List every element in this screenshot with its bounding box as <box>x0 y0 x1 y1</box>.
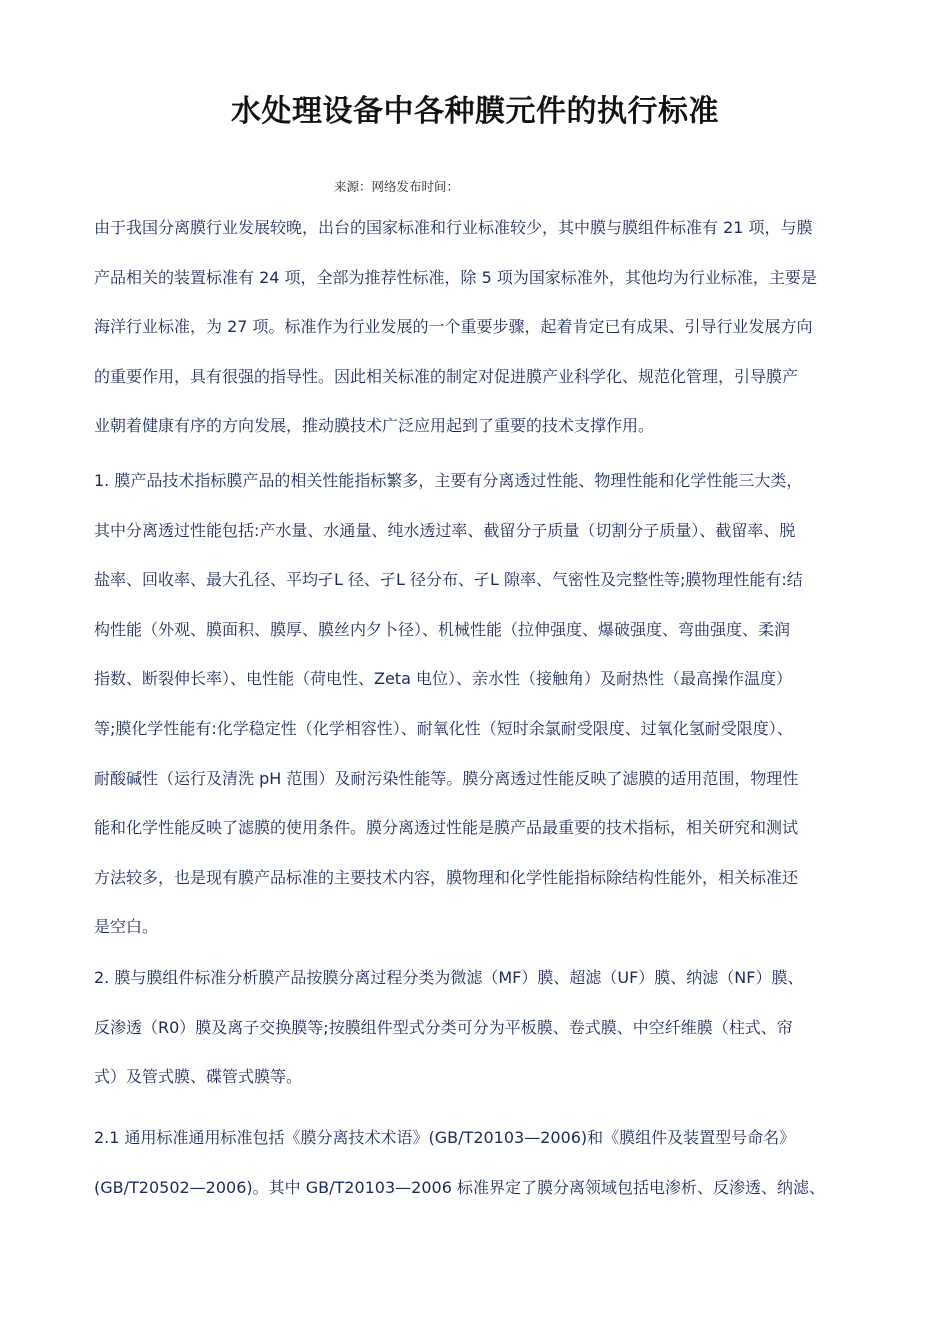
text-line: 其中分离透过性能包括:产水量、水通量、纯水透过率、截留分子质量（切割分子质量）、截留率、脱 <box>94 520 796 540</box>
paragraph-section-1 <box>94 456 864 952</box>
text-line: 的重要作用，具有很强的指导性。因此相关标准的制定对促进膜产业科学化、规范化管理，引导膜产 <box>94 366 799 386</box>
text-line: 海洋行业标准，为 27 项。标准作为行业发展的一个重要步骤，起着肯定已有成果、引导行业发展方向 <box>94 317 813 337</box>
text-line: 1. 膜产品技术指标膜产品的相关性能指标繁多，主要有分离透过性能、物理性能和化学性能三大类， <box>94 471 803 490</box>
text-line: 反渗透（R0）膜及离子交换膜等;按膜组件型式分类可分为平板膜、卷式膜、中空纤维膜（柱式、帘 <box>94 1017 793 1037</box>
source-line: 来源：网络发布时间： <box>334 179 460 194</box>
text-line: 指数、断裂伸长率）、电性能（荷电性、Zeta 电位）、亲水性（接触角）及耐热性（最高操作温度） <box>94 669 792 689</box>
text-line: 由于我国分离膜行业发展较晚，出台的国家标准和行业标准较少，其中膜与膜组件标准有 21 项，与膜 <box>94 218 813 237</box>
text-line: 构性能（外观、膜面积、膜厚、膜丝内夕卜径）、机械性能（拉伸强度、爆破强度、弯曲强度、柔润 <box>94 619 791 639</box>
paragraph-section-2-1 <box>94 1113 864 1212</box>
text-line: 2. 膜与膜组件标准分析膜产品按膜分离过程分类为微滤（MF）膜、超滤（UF）膜、纳滤（NF）膜、 <box>94 968 804 987</box>
text-line: 式）及管式膜、碟管式膜等。 <box>94 1067 303 1087</box>
paragraph-section-2 <box>94 953 864 1102</box>
text-line: (GB/T20502—2006)。其中 GB/T20103—2006 标准界定了膜分离领域包括电渗析、反渗透、纳滤、 <box>94 1177 825 1197</box>
text-line: 能和化学性能反映了滤膜的使用条件。膜分离透过性能是膜产品最重要的技术指标，相关研究和测试 <box>94 818 799 838</box>
text-line: 盐率、回收率、最大孔径、平均孑L 径、孑L 径分布、孑L 隙率、气密性及完整性等;膜物理性能有:结 <box>94 570 803 590</box>
text-line: 2.1 通用标准通用标准包括《膜分离技术术语》(GB/T20103—2006)和《膜组件及装置型号命名》 <box>94 1128 796 1147</box>
document-title: 水处理设备中各种膜元件的执行标准 <box>231 94 719 129</box>
text-line: 方法较多，也是现有膜产品标准的主要技术内容，膜物理和化学性能指标除结构性能外，相关标准还 <box>94 867 799 887</box>
text-line: 业朝着健康有序的方向发展，推动膜技术广泛应用起到了重要的技术支撑作用。 <box>94 416 655 436</box>
text-line: 耐酸碱性（运行及清洗 pH 范围）及耐污染性能等。膜分离透过性能反映了滤膜的适用范围，物理性 <box>94 768 799 788</box>
text-line: 产品相关的装置标准有 24 项，全部为推荐性标准，除 5 项为国家标准外，其他均为行业标准，主要是 <box>94 267 817 287</box>
paragraph-intro <box>94 203 864 451</box>
text-line: 是空白。 <box>94 917 159 937</box>
text-line: 等;膜化学性能有:化学稳定性（化学相容性）、耐氧化性（短时余氯耐受限度、过氧化氢耐受限度）、 <box>94 718 793 738</box>
